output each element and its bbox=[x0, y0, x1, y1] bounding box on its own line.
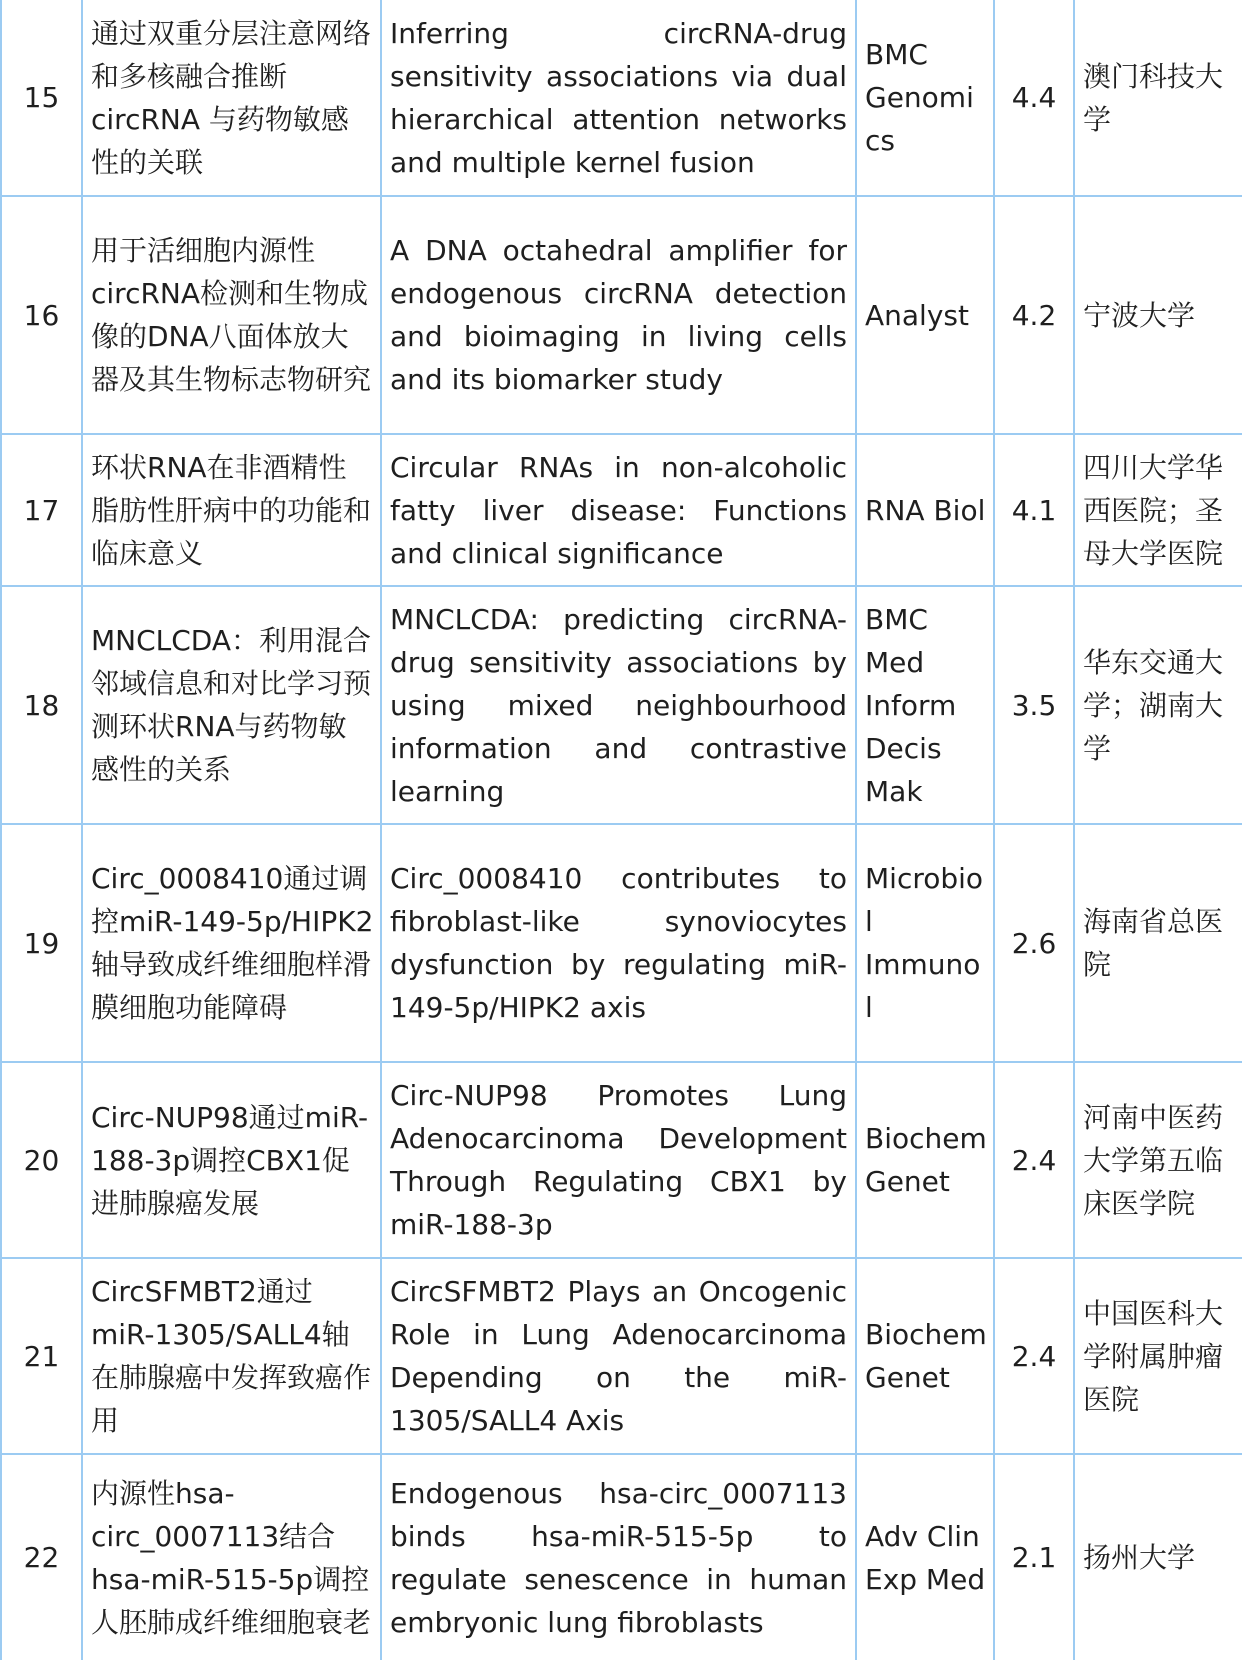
institution: 海南省总医院 bbox=[1074, 824, 1242, 1062]
table-row bbox=[1, 1258, 1242, 1454]
table-row bbox=[1, 824, 1242, 1062]
row-number: 15 bbox=[1, 0, 82, 196]
institution: 宁波大学 bbox=[1074, 196, 1242, 434]
impact-factor: 2.6 bbox=[994, 824, 1074, 1062]
chinese-title: 环状RNA在非酒精性脂肪性肝病中的功能和临床意义 bbox=[82, 434, 381, 586]
journal-name: BMC Genomics bbox=[856, 0, 994, 196]
journal-name: Biochem Genet bbox=[856, 1062, 994, 1258]
impact-factor: 3.5 bbox=[994, 586, 1074, 824]
impact-factor: 2.4 bbox=[994, 1258, 1074, 1454]
impact-factor: 2.4 bbox=[994, 1062, 1074, 1258]
impact-factor: 4.4 bbox=[994, 0, 1074, 196]
chinese-title: MNCLCDA：利用混合邻域信息和对比学习预测环状RNA与药物敏感性的关系 bbox=[82, 586, 381, 824]
chinese-title: 用于活细胞内源性circRNA检测和生物成像的DNA八面体放大器及其生物标志物研究 bbox=[82, 196, 381, 434]
impact-factor: 4.1 bbox=[994, 434, 1074, 586]
institution: 中国医科大学附属肿瘤医院 bbox=[1074, 1258, 1242, 1454]
english-title: Circ_0008410 contributes to fibroblast-like synoviocytes dysfunction by regulating miR-149-5p/HIPK2 axis bbox=[381, 824, 856, 1062]
journal-name: Adv Clin Exp Med bbox=[856, 1454, 994, 1660]
institution: 澳门科技大学 bbox=[1074, 0, 1242, 196]
impact-factor: 2.1 bbox=[994, 1454, 1074, 1660]
english-title: CircSFMBT2 Plays an Oncogenic Role in Lung Adenocarcinoma Depending on the miR-1305/SALL4 Axis bbox=[381, 1258, 856, 1454]
chinese-title: Circ_0008410通过调控miR-149-5p/HIPK2轴导致成纤维细胞样滑膜细胞功能障碍 bbox=[82, 824, 381, 1062]
english-title: Circular RNAs in non-alcoholic fatty liver disease: Functions and clinical significance bbox=[381, 434, 856, 586]
journal-name: RNA Biol bbox=[856, 434, 994, 586]
chinese-title: Circ-NUP98通过miR-188-3p调控CBX1促进肺腺癌发展 bbox=[82, 1062, 381, 1258]
english-title: Endogenous hsa-circ_0007113 binds hsa-miR-515-5p to regulate senescence in human embryonic lung fibroblasts bbox=[381, 1454, 856, 1660]
row-number: 20 bbox=[1, 1062, 82, 1258]
journal-name: Analyst bbox=[856, 196, 994, 434]
row-number: 22 bbox=[1, 1454, 82, 1660]
english-title: Inferring circRNA-drug sensitivity associations via dual hierarchical attention networks and multiple kernel fusion bbox=[381, 0, 856, 196]
chinese-title: 内源性hsa-circ_0007113结合hsa-miR-515-5p调控人胚肺成纤维细胞衰老 bbox=[82, 1454, 381, 1660]
journal-name: Microbiol Immunol bbox=[856, 824, 994, 1062]
english-title: A DNA octahedral amplifier for endogenous circRNA detection and bioimaging in living cells and its biomarker study bbox=[381, 196, 856, 434]
english-title: MNCLCDA: predicting circRNA-drug sensitivity associations by using mixed neighbourhood information and contrastive learning bbox=[381, 586, 856, 824]
institution: 四川大学华西医院；圣母大学医院 bbox=[1074, 434, 1242, 586]
table-row bbox=[1, 1062, 1242, 1258]
journal-name: BMC Med Inform Decis Mak bbox=[856, 586, 994, 824]
row-number: 18 bbox=[1, 586, 82, 824]
row-number: 16 bbox=[1, 196, 82, 434]
chinese-title: CircSFMBT2通过miR-1305/SALL4轴在肺腺癌中发挥致癌作用 bbox=[82, 1258, 381, 1454]
table-row bbox=[1, 586, 1242, 824]
row-number: 19 bbox=[1, 824, 82, 1062]
table-row bbox=[1, 434, 1242, 586]
table-row bbox=[1, 0, 1242, 196]
impact-factor: 4.2 bbox=[994, 196, 1074, 434]
institution: 河南中医药大学第五临床医学院 bbox=[1074, 1062, 1242, 1258]
row-number: 21 bbox=[1, 1258, 82, 1454]
row-number: 17 bbox=[1, 434, 82, 586]
journal-name: Biochem Genet bbox=[856, 1258, 994, 1454]
english-title: Circ-NUP98 Promotes Lung Adenocarcinoma Development Through Regulating CBX1 by miR-188-3p bbox=[381, 1062, 856, 1258]
table-row bbox=[1, 196, 1242, 434]
institution: 华东交通大学；湖南大学 bbox=[1074, 586, 1242, 824]
chinese-title: 通过双重分层注意网络和多核融合推断circRNA 与药物敏感性的关联 bbox=[82, 0, 381, 196]
institution: 扬州大学 bbox=[1074, 1454, 1242, 1660]
table-row bbox=[1, 1454, 1242, 1660]
